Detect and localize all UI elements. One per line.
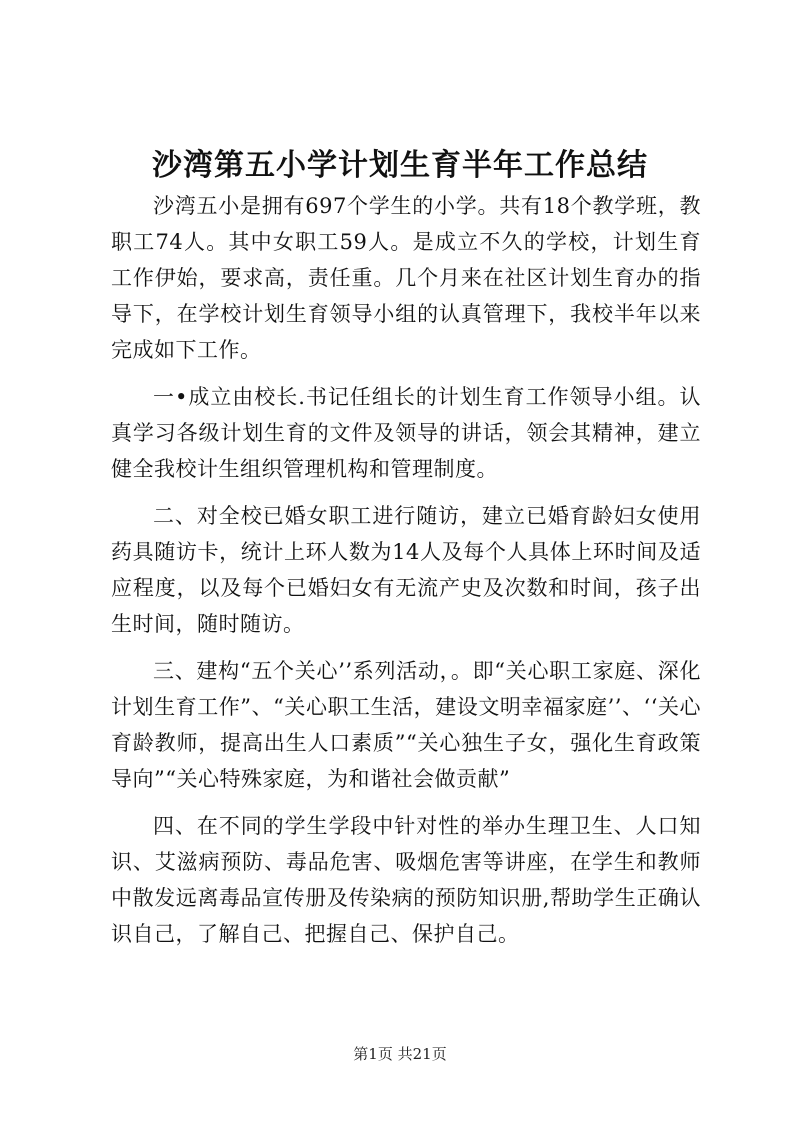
page-number-footer: 第1页 共21页: [353, 1045, 447, 1063]
document-body: [111, 188, 701, 963]
paragraph-intro: 沙湾五小是拥有697个学生的小学。共有18个教学班，教职工74人。其中女职工59人。是成立不久的学校，计划生育工作伊始，要求高，责任重。几个月来在社区计划生育办的指导下，在学校计划生育领导小组的认真管理下，我校半年以来完成如下工作。: [111, 194, 701, 362]
paragraph-item-2: 二、对全校已婚女职工进行随访，建立已婚育龄妇女使用药具随访卡，统计上环人数为14人及每个人具体上环时间及适应程度，以及每个已婚妇女有无流产史及次数和时间，孩子出生时间，随时随访。: [111, 504, 701, 636]
paragraph-item-1: 一•成立由校长.书记任组长的计划生育工作领导小组。认真学习各级计划生育的文件及领导的讲话，领会其精神，建立健全我校计生组织管理机构和管理制度。: [111, 385, 701, 481]
document-title: 沙湾第五小学计划生育半年工作总结: [152, 148, 648, 183]
paragraph-item-4: 四、在不同的学生学段中针对性的举办生理卫生、人口知识、艾滋病预防、毒品危害、吸烟危害等讲座，在学生和教师中散发远离毒品宣传册及传染病的预防知识册,帮助学生正确认识自己，了解自己、把握自己、保护自己。: [111, 814, 701, 946]
paragraph-item-3: 三、建构“五个关心’’系列活动，。即“关心职工家庭、深化计划生育工作”、“关心职工生活，建设文明幸福家庭’’、‘‘关心育龄教师，提高出生人口素质”“关心独生子女，强化生育政策导向”“关心特殊家庭，为和谐社会做贡献”: [111, 659, 701, 791]
